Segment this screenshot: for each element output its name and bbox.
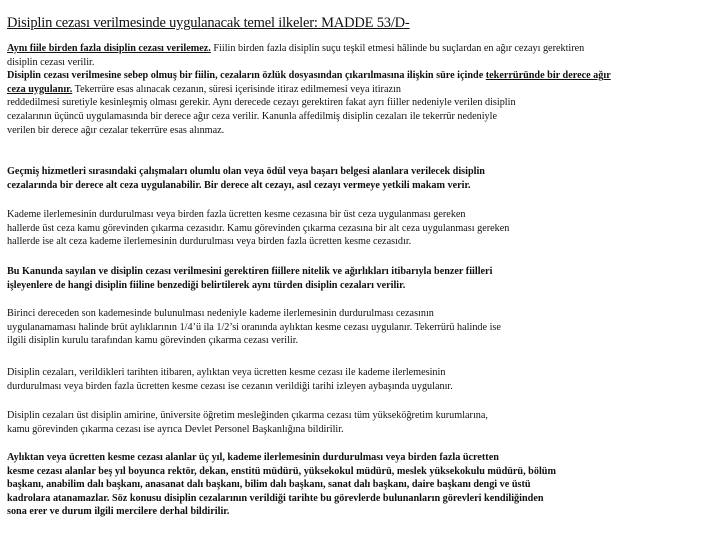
text-line: reddedilmesi suretiyle kesinleşmiş olması gerekir. Aynı derecede cezayı gerektiren fakat ayrı fiiller nedeniyle verilen disiplin [7, 97, 516, 109]
text-segment: Fiilin birden fazla disiplin suçu teşkil etmesi hâlinde bu suçlardan en ağır cezayı gerektiren [210, 43, 585, 54]
text-line: verilen bir derece ağır cezalar tekerrüre esas alınmaz. [7, 124, 225, 136]
text-line: disiplin cezası verilir. [7, 56, 95, 68]
emphasis-one-penalty: Aynı fiile birden fazla disiplin cezası verilemez. [7, 43, 211, 54]
text-line: hallerde üst ceza kamu görevinden çıkarma cezasıdır. Kamu görevinden çıkarma cezasına bir alt ceza uygulanması gereken [7, 222, 510, 234]
text-line: Aylıktan veya ücretten kesme cezası alanlar üç yıl, kademe ilerlemesinin durdurulması veya birden fazla ücretten [7, 452, 499, 463]
text-line: kadrolara atanamazlar. Söz konusu disiplin cezalarının verildiği tarihte bu görevlerde bulunanların görevleri kendiliğinden [7, 492, 544, 504]
text-line: uygulanamaması halinde brüt aylıklarının 1/4’ü ila 1/2’si oranında aylıktan kesme cezası uygulanır. Tekerrürü halinde ise [7, 321, 501, 333]
paragraph-application-date [7, 366, 719, 393]
paragraph-appointment-ban [7, 451, 719, 519]
emphasis-recurrence: tekerrüründe bir derece ağır [485, 70, 611, 82]
paragraph-basic-rules [7, 42, 719, 137]
paragraph-mitigation [7, 165, 719, 192]
paragraph-salary-deduction [7, 307, 719, 348]
text-line: Disiplin cezaları üst disiplin amirine, üniversite öğretim mesleğinden çıkarma cezası tüm yükseköğretim kurumlarına, [7, 410, 488, 421]
text-line: Kademe ilerlemesinin durdurulması veya birden fazla ücretten kesme cezasına bir üst ceza uygulanması gereken [7, 209, 466, 220]
text-segment: Tekerrüre esas alınacak cezanın, süresi içerisinde itiraz edilmemesi veya itirazın [72, 83, 401, 95]
text-line [7, 83, 719, 97]
page-title: Disiplin cezası verilmesinde uygulanacak temel ilkeler: MADDE 53/D- [7, 15, 410, 31]
text-line: cezalarında bir derece alt ceza uygulanabilir. Bir derece alt cezayı, asıl cezayı vermeye yetkili makam verir. [7, 179, 471, 191]
text-segment: Disiplin cezası verilmesine sebep olmuş bir fiilin, cezaların özlük dosyasından çıkarılmasına ilişkin süre içinde [7, 70, 486, 82]
text-line: Birinci dereceden son kademesinde bulunulması nedeniyle kademe ilerlemesinin durdurulması cezasının [7, 308, 434, 319]
text-line: durdurulması veya birden fazla ücretten kesme cezası ise cezanın verildiği tarihi izleyen aybaşında uygulanır. [7, 380, 453, 392]
text-line [7, 42, 719, 56]
text-line: ilgili disiplin kurulu tarafından kamu görevinden çıkarma cezası verilir. [7, 335, 299, 347]
text-line: cezalarının üçüncü uygulamasında bir derece ağır ceza verilir. Kanunla affedilmiş disiplin cezaları ile tekerrür nedeniyle [7, 110, 498, 122]
text-line: Disiplin cezaları, verildikleri tarihten itibaren, aylıktan veya ücretten kesme cezası ile kademe ilerlemesinin [7, 367, 446, 378]
text-line: sona erer ve durum ilgili mercilere derhal bildirilir. [7, 506, 230, 518]
text-line: Geçmiş hizmetleri sırasındaki çalışmaları olumlu olan veya ödül veya başarı belgesi alanlara verilecek disiplin [7, 166, 485, 177]
paragraph-notification [7, 409, 719, 436]
text-line: hallerde ise alt ceza kademe ilerlemesinin durdurulması veya birden fazla ücretten kesme cezasıdır. [7, 236, 412, 248]
text-line: başkanı, anabilim dalı başkanı, anasanat dalı başkanı, bilim dalı başkanı, sanat dalı başkanı, daire başkanı dengi ve üstü [7, 479, 531, 491]
paragraph-analogous-acts [7, 265, 719, 292]
emphasis-heavier-penalty: ceza uygulanır. [7, 83, 73, 95]
paragraph-upper-lower-penalty [7, 208, 719, 249]
text-line: kamu görevinden çıkarma cezası ise ayrıca Devlet Personel Başkanlığına bildirilir. [7, 423, 344, 435]
text-line: Bu Kanunda sayılan ve disiplin cezası verilmesini gerektiren fiillere nitelik ve ağırlıkları itibarıyla benzer fiilleri [7, 266, 493, 277]
text-line: işleyenlere de hangi disiplin fiiline benzediği belirtilerek aynı türden disiplin cezaları verilir. [7, 279, 406, 291]
text-line [7, 69, 719, 83]
text-line: kesme cezası alanlar beş yıl boyunca rektör, dekan, enstitü müdürü, yüksekokul müdürü, meslek yüksekokulu müdürü, bölüm [7, 465, 556, 477]
